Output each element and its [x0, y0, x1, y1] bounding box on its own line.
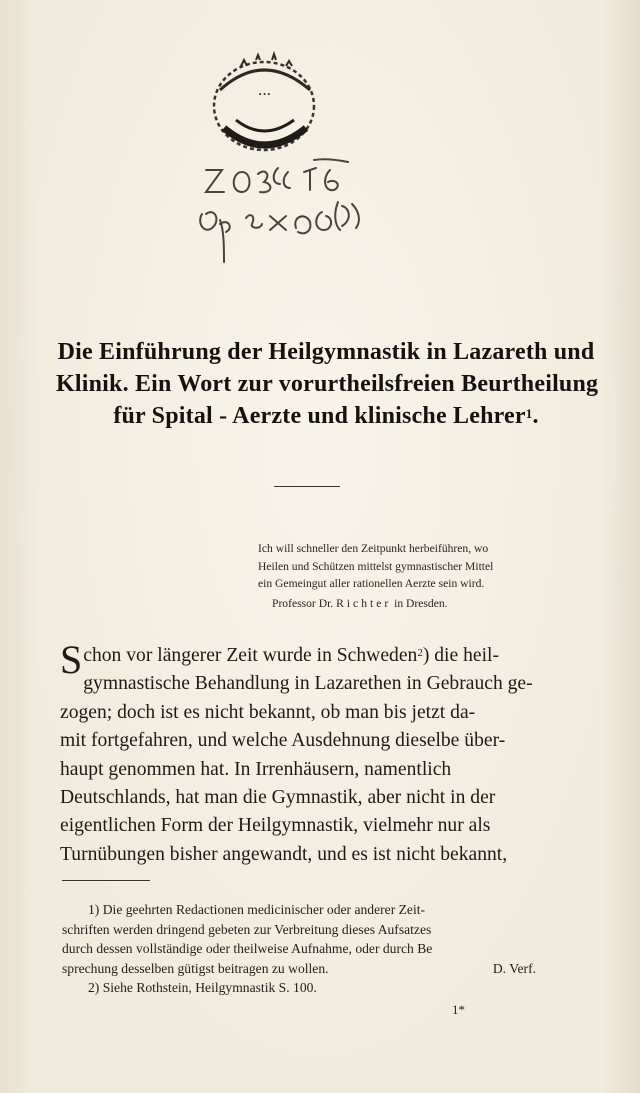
stamp-seal-icon [206, 50, 324, 160]
footnotes [62, 900, 588, 998]
body-line-1 [60, 637, 580, 682]
body-line-8: Turnübungen bisher angewandt, und es ist nicht bekannt, [60, 843, 508, 865]
body-line-1-text: chon vor längerer Zeit wurde in Schweden [83, 645, 418, 666]
epigraph-line-3: ein Gemeingut aller rationellen Aerzte sein wird. [258, 577, 485, 590]
footnote-1-signature: D. Verf. [492, 960, 536, 976]
title-footnote-mark: 1 [525, 406, 533, 421]
attribution-name: Richter [336, 596, 392, 610]
signature-mark: 1* [452, 1002, 465, 1017]
footnote-divider [62, 880, 150, 881]
footnote-1-line-1: 1) Die geehrten Redactionen medicinischer oder anderer Zeit- [88, 902, 426, 917]
title-line-3 [56, 400, 596, 432]
epigraph-line-2: Heilen und Schützen mittelst gymnastischer Mittel [258, 559, 494, 573]
attribution-suffix: in Dresden. [394, 596, 448, 610]
title-line-3-text: für Spital - Aerzte und klinische Lehrer [113, 403, 526, 429]
epigraph-attribution [258, 595, 588, 613]
body-paragraph [60, 637, 580, 869]
body-line-2: gymnastische Behandlung in Lazarethen in Gebrauch ge- [83, 673, 533, 695]
epigraph [258, 540, 588, 612]
body-line-7: eigentlichen Form der Heilgymnastik, vielmehr nur als [60, 815, 491, 837]
handwritten-shelfmark [192, 158, 382, 268]
body-line-4: mit fortgefahren, und welche Ausdehnung dieselbe über- [60, 730, 506, 752]
attribution-prefix: Professor Dr. [272, 596, 334, 610]
body-line-1-end: ) die heil- [422, 645, 499, 666]
drop-cap: S [60, 637, 83, 682]
title-line-1: Die Einführung der Heilgymnastik in Lazareth und [57, 339, 595, 365]
library-stamp [206, 50, 324, 160]
footnote-1-line-4 [62, 959, 536, 979]
handwriting-icon [192, 158, 382, 268]
body-footnote-mark: 2 [417, 647, 423, 659]
document-title [56, 336, 599, 432]
footnote-1-line-3: durch dessen vollständige oder theilweise Aufnahme, oder durch Be [62, 941, 433, 957]
footnote-1-line-2: schriften werden dringend gebeten zur Verbreitung dieses Aufsatzes [62, 921, 432, 937]
title-line-3-end: . [532, 403, 539, 429]
body-line-5: haupt genommen hat. In Irrenhäusern, namentlich [60, 758, 452, 780]
footnote-2: 2) Siehe Rothstein, Heilgymnastik S. 100. [88, 980, 317, 996]
title-divider [274, 486, 340, 487]
epigraph-line-1: Ich will schneller den Zeitpunkt herbeiführen, wo [258, 542, 489, 555]
body-line-6: Deutschlands, hat man die Gymnastik, aber nicht in der [60, 787, 496, 809]
stamp-text: ... [258, 84, 272, 98]
title-line-2: Klinik. Ein Wort zur vorurtheilsfreien Beurtheilung [56, 371, 599, 397]
footnote-1-line-4-text: sprechung desselben gütigst beitragen zu wollen. [62, 960, 329, 976]
body-line-3: zogen; doch ist es nicht bekannt, ob man bis jetzt da- [60, 701, 476, 723]
